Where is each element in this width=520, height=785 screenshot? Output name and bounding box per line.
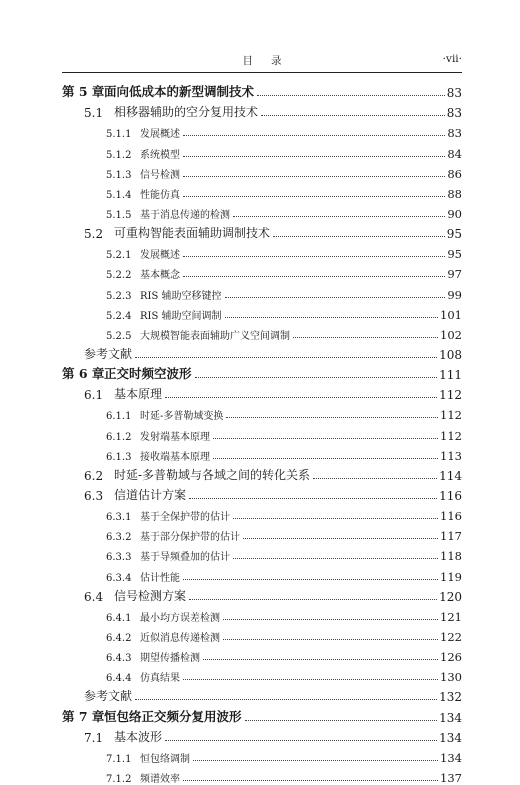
dot-leader bbox=[189, 599, 437, 600]
toc-entry-title: 估计性能 bbox=[140, 572, 180, 584]
toc-entry-title: 时延-多普勒域变换 bbox=[140, 411, 224, 423]
toc-entry-chapter[interactable] bbox=[62, 80, 462, 100]
toc-entry-number: 6.4.3 bbox=[106, 653, 132, 665]
toc-entry-number: 5.2.2 bbox=[106, 270, 132, 282]
toc-entry-title: 基本概念 bbox=[140, 270, 180, 282]
toc-entry-number: 5.2.1 bbox=[106, 250, 132, 262]
toc-entry-sub[interactable] bbox=[62, 604, 462, 624]
toc-entry-number: 6.1.3 bbox=[106, 451, 132, 463]
toc-entry-sub[interactable] bbox=[62, 402, 462, 422]
toc-entry-page: 90 bbox=[447, 206, 462, 221]
toc-entry-sub[interactable] bbox=[62, 241, 462, 261]
toc-entry-page: 86 bbox=[447, 166, 462, 181]
toc-entry-title: RIS 辅助空间调制 bbox=[140, 310, 222, 322]
toc-entry-page: 83 bbox=[446, 86, 462, 101]
toc-entry-section[interactable] bbox=[62, 463, 462, 483]
dot-leader bbox=[243, 538, 438, 539]
table-of-contents bbox=[62, 80, 462, 785]
toc-entry-title: 基本波形 bbox=[114, 729, 163, 744]
toc-entry-title: 基于部分保护带的估计 bbox=[140, 532, 240, 544]
toc-entry-title: 最小均方误差检测 bbox=[140, 612, 220, 624]
toc-entry-section[interactable] bbox=[62, 221, 462, 241]
toc-entry-page: 102 bbox=[440, 327, 462, 342]
toc-entry-page: 130 bbox=[440, 670, 462, 685]
toc-entry-page: 137 bbox=[440, 770, 462, 785]
toc-entry-number: 5.2.3 bbox=[106, 290, 132, 302]
dot-leader bbox=[226, 417, 438, 418]
dot-leader bbox=[233, 558, 438, 559]
toc-entry-page: 134 bbox=[439, 730, 462, 745]
dot-leader bbox=[213, 438, 438, 439]
toc-entry-page: 114 bbox=[439, 468, 462, 483]
toc-entry-page: 134 bbox=[440, 750, 462, 765]
toc-entry-title: 系统模型 bbox=[140, 149, 180, 161]
toc-entry-sub[interactable] bbox=[62, 302, 462, 322]
toc-entry-number: 5.1.3 bbox=[106, 169, 132, 181]
toc-entry-page: 120 bbox=[439, 589, 462, 604]
toc-entry-title: 恒包络正交频分复用波形 bbox=[104, 708, 242, 724]
toc-entry-number: 6.3.3 bbox=[106, 552, 132, 564]
toc-entry-number: 6.3.4 bbox=[106, 572, 132, 584]
dot-leader bbox=[313, 478, 437, 479]
dot-leader bbox=[189, 498, 437, 499]
toc-entry-page: 134 bbox=[439, 710, 462, 725]
dot-leader bbox=[257, 95, 445, 96]
toc-entry-number: 6.4.2 bbox=[106, 632, 132, 644]
toc-entry-title: 近似消息传递检测 bbox=[140, 632, 220, 644]
toc-entry-page: 121 bbox=[440, 609, 462, 624]
dot-leader bbox=[193, 760, 438, 761]
page-header bbox=[62, 53, 462, 69]
toc-entry-title: 基于消息传递的检测 bbox=[140, 209, 230, 221]
toc-entry-sub[interactable] bbox=[62, 765, 462, 785]
running-title-char-1: 目 bbox=[242, 55, 253, 67]
toc-entry-number: 6.4 bbox=[84, 589, 104, 604]
toc-entry-chapter[interactable] bbox=[62, 704, 462, 724]
dot-leader bbox=[135, 699, 437, 700]
toc-entry-sub[interactable] bbox=[62, 503, 462, 523]
toc-entry-title: 相移器辅助的空分复用技术 bbox=[114, 105, 259, 120]
toc-entry-page: 118 bbox=[440, 549, 462, 564]
toc-entry-page: 126 bbox=[440, 650, 462, 665]
toc-entry-page: 112 bbox=[440, 408, 462, 423]
toc-entry-title: 期望传播检测 bbox=[140, 653, 200, 665]
dot-leader bbox=[183, 679, 438, 680]
toc-entry-sub[interactable] bbox=[62, 120, 462, 140]
toc-entry-number: 6.3.2 bbox=[106, 532, 132, 544]
dot-leader bbox=[183, 176, 445, 177]
toc-entry-title: 面向低成本的新型调制技术 bbox=[104, 84, 255, 100]
dot-leader bbox=[183, 579, 438, 580]
toc-entry-title: RIS 辅助空移键控 bbox=[140, 290, 222, 302]
dot-leader bbox=[261, 115, 445, 116]
toc-entry-page: 122 bbox=[440, 629, 462, 644]
toc-entry-title: 接收端基本原理 bbox=[140, 451, 210, 463]
dot-leader bbox=[233, 216, 445, 217]
toc-entry-title: 信号检测方案 bbox=[114, 588, 187, 603]
toc-entry-section[interactable] bbox=[62, 483, 462, 503]
toc-entry-page: 95 bbox=[446, 227, 462, 242]
toc-entry-title: 频谱效率 bbox=[140, 773, 180, 785]
toc-entry-page: 113 bbox=[440, 448, 462, 463]
dot-leader bbox=[225, 317, 439, 318]
toc-entry-sub[interactable] bbox=[62, 644, 462, 664]
toc-entry-sub[interactable] bbox=[62, 261, 462, 281]
toc-entry-sub[interactable] bbox=[62, 281, 462, 301]
toc-entry-page: 84 bbox=[447, 146, 462, 161]
toc-entry-title: 恒包络调制 bbox=[140, 753, 190, 765]
dot-leader bbox=[223, 619, 438, 620]
toc-entry-sub[interactable] bbox=[62, 624, 462, 644]
dot-leader bbox=[245, 720, 438, 721]
toc-entry-page: 95 bbox=[447, 247, 462, 262]
toc-entry-page: 112 bbox=[439, 388, 462, 403]
toc-entry-title: 信道估计方案 bbox=[114, 487, 187, 502]
toc-entry-page: 88 bbox=[447, 186, 462, 201]
toc-entry-number: 5.2.4 bbox=[106, 310, 132, 322]
toc-entry-page: 111 bbox=[439, 368, 462, 383]
toc-entry-number: 7.1 bbox=[84, 730, 104, 745]
toc-entry-number: 6.1 bbox=[84, 388, 104, 403]
header-rule bbox=[62, 72, 462, 73]
toc-entry-section[interactable] bbox=[62, 584, 462, 604]
toc-entry-number: 6.3 bbox=[84, 488, 104, 503]
toc-entry-number: 5.1.5 bbox=[106, 209, 132, 221]
toc-entry-sub[interactable] bbox=[62, 443, 462, 463]
toc-entry-section[interactable] bbox=[62, 382, 462, 402]
toc-entry-number: 5.1 bbox=[84, 106, 104, 121]
toc-entry-sub[interactable] bbox=[62, 140, 462, 160]
dot-leader bbox=[293, 337, 438, 338]
running-title-char-2: 录 bbox=[271, 55, 282, 67]
toc-entry-number: 6.3.1 bbox=[106, 512, 132, 524]
dot-leader bbox=[273, 236, 445, 237]
toc-entry-number: 5.2.5 bbox=[106, 330, 132, 342]
toc-entry-sub[interactable] bbox=[62, 322, 462, 342]
toc-entry-title: 基于导频叠加的估计 bbox=[140, 552, 230, 564]
toc-entry-page: 116 bbox=[439, 488, 462, 503]
toc-entry-page: 83 bbox=[447, 126, 462, 141]
toc-entry-number: 5.1.4 bbox=[106, 189, 132, 201]
toc-entry-number: 5.1.1 bbox=[106, 129, 132, 141]
dot-leader bbox=[183, 256, 445, 257]
toc-entry-page: 119 bbox=[440, 569, 462, 584]
dot-leader bbox=[183, 135, 445, 136]
dot-leader bbox=[165, 740, 437, 741]
toc-entry-ref[interactable] bbox=[62, 342, 462, 362]
toc-entry-ref[interactable] bbox=[62, 684, 462, 704]
toc-entry-sub[interactable] bbox=[62, 422, 462, 442]
toc-entry-title: 仿真结果 bbox=[140, 673, 180, 685]
toc-entry-page: 112 bbox=[440, 428, 462, 443]
toc-entry-number: 6.4.4 bbox=[106, 673, 132, 685]
toc-entry-title: 参考文献 bbox=[84, 346, 133, 361]
toc-entry-number: 6.1.2 bbox=[106, 431, 132, 443]
toc-entry-page: 99 bbox=[447, 287, 462, 302]
toc-entry-title: 时延-多普勒域与各域之间的转化关系 bbox=[114, 467, 311, 482]
toc-entry-title: 基本原理 bbox=[114, 387, 163, 402]
toc-entry-number: 5.2 bbox=[84, 227, 104, 242]
toc-entry-page: 101 bbox=[440, 307, 462, 322]
toc-entry-page: 83 bbox=[446, 106, 462, 121]
dot-leader bbox=[225, 297, 446, 298]
toc-entry-title: 大规模智能表面辅助广义空间调制 bbox=[140, 330, 290, 342]
dot-leader bbox=[183, 780, 438, 781]
toc-entry-title: 发射端基本原理 bbox=[140, 431, 210, 443]
running-title bbox=[62, 53, 462, 68]
dot-leader bbox=[213, 458, 438, 459]
toc-entry-page: 132 bbox=[439, 690, 462, 705]
toc-entry-title: 基于全保护带的估计 bbox=[140, 512, 230, 524]
toc-entry-number: 6.2 bbox=[84, 468, 104, 483]
toc-entry-sub[interactable] bbox=[62, 745, 462, 765]
toc-entry-sub[interactable] bbox=[62, 201, 462, 221]
toc-entry-number: 第 5 章 bbox=[62, 84, 105, 100]
toc-entry-sub[interactable] bbox=[62, 161, 462, 181]
toc-entry-page: 108 bbox=[439, 347, 462, 362]
dot-leader bbox=[183, 196, 445, 197]
toc-entry-sub[interactable] bbox=[62, 664, 462, 684]
toc-entry-page: 117 bbox=[440, 529, 462, 544]
dot-leader bbox=[203, 659, 438, 660]
toc-entry-title: 发展概述 bbox=[140, 250, 180, 262]
toc-entry-title: 性能仿真 bbox=[140, 189, 180, 201]
dot-leader bbox=[183, 156, 445, 157]
toc-entry-sub[interactable] bbox=[62, 563, 462, 583]
toc-entry-sub[interactable] bbox=[62, 543, 462, 563]
toc-entry-title: 正交时频空波形 bbox=[104, 366, 192, 382]
toc-entry-title: 可重构智能表面辅助调制技术 bbox=[114, 226, 271, 241]
toc-entry-section[interactable] bbox=[62, 100, 462, 120]
toc-entry-chapter[interactable] bbox=[62, 362, 462, 382]
dot-leader bbox=[195, 377, 438, 378]
toc-entry-page: 97 bbox=[447, 267, 462, 282]
toc-entry-title: 发展概述 bbox=[140, 129, 180, 141]
toc-entry-sub[interactable] bbox=[62, 181, 462, 201]
toc-entry-sub[interactable] bbox=[62, 523, 462, 543]
toc-entry-number: 5.1.2 bbox=[106, 149, 132, 161]
toc-entry-title: 参考文献 bbox=[84, 689, 133, 704]
dot-leader bbox=[165, 397, 437, 398]
dot-leader bbox=[183, 276, 445, 277]
toc-entry-number: 7.1.1 bbox=[106, 753, 132, 765]
toc-entry-number: 第 6 章 bbox=[62, 366, 105, 382]
toc-entry-number: 6.1.1 bbox=[106, 411, 132, 423]
toc-entry-number: 6.4.1 bbox=[106, 612, 132, 624]
dot-leader bbox=[135, 357, 437, 358]
header-page-number: ·vii· bbox=[442, 53, 462, 65]
toc-entry-number: 第 7 章 bbox=[62, 708, 105, 724]
toc-entry-number: 7.1.2 bbox=[106, 773, 132, 785]
toc-entry-title: 信号检测 bbox=[140, 169, 180, 181]
toc-entry-page: 116 bbox=[440, 509, 462, 524]
dot-leader bbox=[233, 518, 438, 519]
dot-leader bbox=[223, 639, 438, 640]
